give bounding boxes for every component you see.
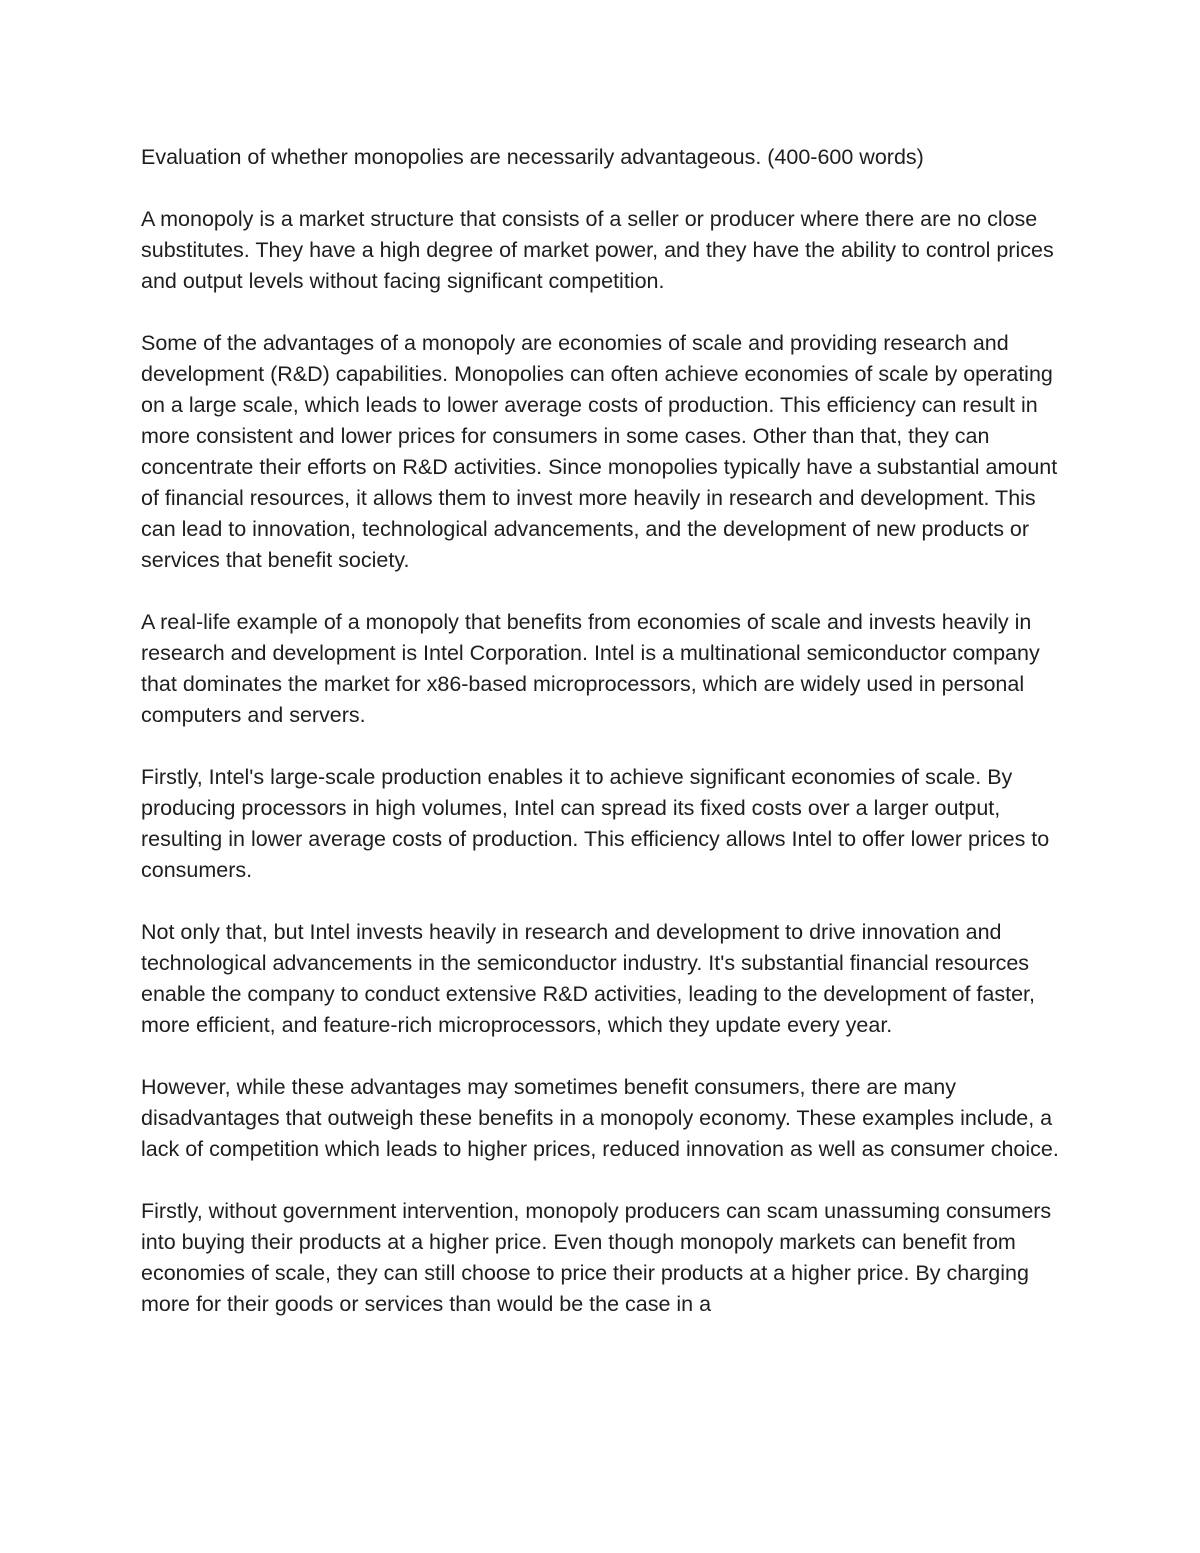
paragraph-research-development: Not only that, but Intel invests heavily in research and development to drive innovation and technological advancements in the semiconductor industry. It's substantial financial resources enable the company to conduct extensive R&D activities, leading to the development of faster, more efficient, and feature-rich microprocessors, which they update every year. (141, 920, 1035, 1037)
paragraph-intel-example: A real-life example of a monopoly that benefits from economies of scale and invests heavily in research and development is Intel Corporation. Intel is a multinational semiconductor company that dominates the market for x86-based microprocessors, which are widely used in personal computers and servers. (141, 610, 1040, 727)
paragraph-disadvantages: However, while these advantages may sometimes benefit consumers, there are many disadvantages that outweigh these benefits in a monopoly economy. These examples include, a lack of competition which leads to higher prices, reduced innovation as well as consumer choice. (141, 1075, 1059, 1161)
paragraph-economies-of-scale: Firstly, Intel's large-scale production enables it to achieve significant economies of scale. By producing processors in high volumes, Intel can spread its fixed costs over a larger output, resulting in lower average costs of production. This efficiency allows Intel to offer lower prices to consumers. (141, 765, 1050, 882)
paragraph-advantages: Some of the advantages of a monopoly are economies of scale and providing research and development (R&D) capabilities. Monopolies can often achieve economies of scale by operating on a large scale, which leads to lower average costs of production. This efficiency can result in more consistent and lower prices for consumers in some cases. Other than that, they can concentrate their efforts on R&D activities. Since monopolies typically have a substantial amount of financial resources, it allows them to invest more heavily in research and development. This can lead to innovation, technological advancements, and the development of new products or services that benefit society. (141, 331, 1058, 572)
document-title: Evaluation of whether monopolies are necessarily advantageous. (400-600 words) (141, 145, 924, 169)
paragraph-higher-prices: Firstly, without government intervention, monopoly producers can scam unassuming consumers into buying their products at a higher price. Even though monopoly markets can benefit from economies of scale, they can still choose to price their products at a higher price. By charging more for their goods or services than would be the case in a (141, 1199, 1052, 1316)
document-body (141, 142, 1071, 1320)
paragraph-definition: A monopoly is a market structure that consists of a seller or producer where there are no close substitutes. They have a high degree of market power, and they have the ability to control prices and output levels without facing significant competition. (141, 207, 1054, 293)
